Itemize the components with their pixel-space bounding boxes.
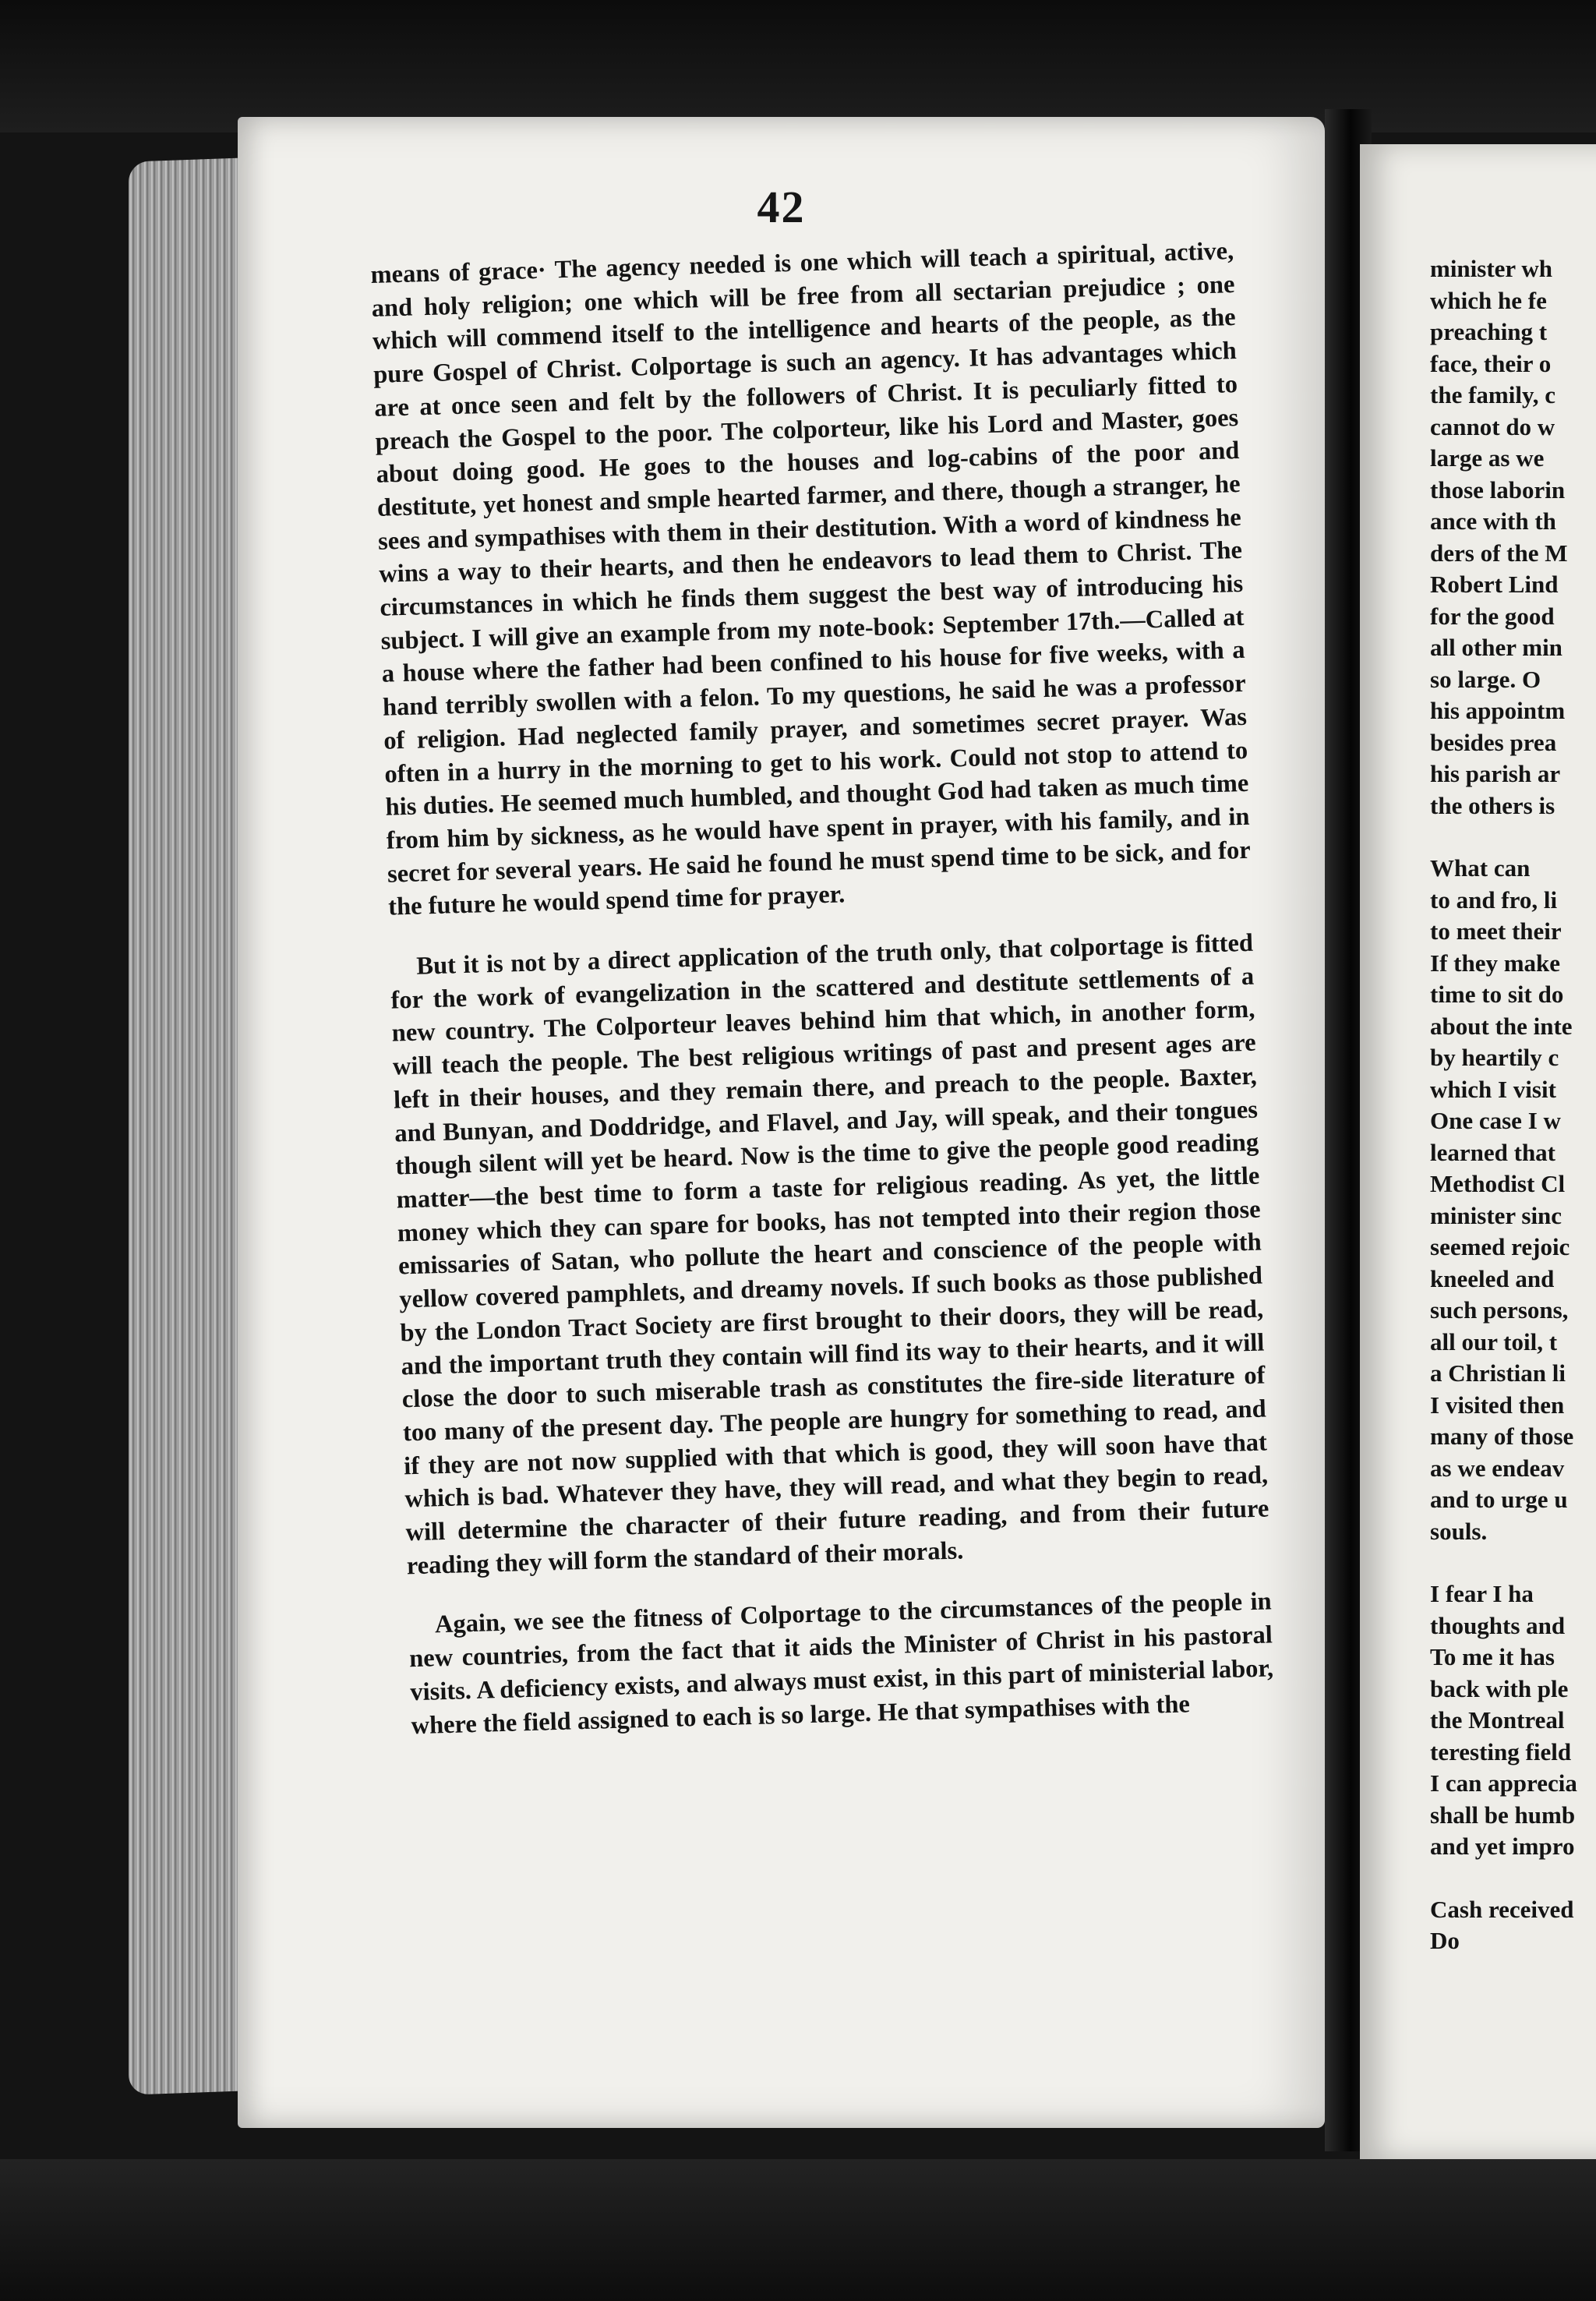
fragment-line: learned that <box>1430 1138 1556 1166</box>
fragment-line: for the good <box>1430 602 1555 630</box>
paragraph-3: Again, we see the fitness of Colportage to the circumstances of the people in new countries, from the fact that it aids the Minister of Christ in his pastoral visits. A deficiency exists, and always must exist, in this part of ministerial labor, where the field assigned to each is so large. He that sympathises with the <box>408 1587 1274 1740</box>
fragment-line: Methodist Cl <box>1430 1170 1566 1197</box>
paragraph-gap <box>1430 822 1596 853</box>
left-page-body <box>370 235 1275 1742</box>
fragment-line: cannot do w <box>1430 412 1555 440</box>
fragment-line: his appointm <box>1430 697 1566 724</box>
fragment-line: the family, c <box>1430 381 1555 408</box>
right-page-fragments <box>1430 253 1596 1957</box>
fragment-line: Cash received <box>1430 1895 1574 1923</box>
scan-background-bottom <box>0 2159 1596 2301</box>
fragment-line: those laborin <box>1430 475 1566 504</box>
fragment-line: teresting field <box>1430 1737 1572 1766</box>
page-number: 42 <box>757 182 806 232</box>
fragment-line: preaching t <box>1430 318 1548 345</box>
fragment-line: such persons, <box>1430 1296 1569 1324</box>
fragment-line: minister wh <box>1430 255 1553 282</box>
fragment-line: to and fro, li <box>1430 885 1558 914</box>
fragment-line: seemed rejoic <box>1430 1233 1570 1260</box>
fragment-line: I fear I ha <box>1430 1580 1534 1607</box>
fragment-line: ders of the M <box>1430 539 1568 567</box>
fragment-line: besides prea <box>1430 728 1557 756</box>
fragment-line: If they make <box>1430 949 1561 977</box>
fragment-line: One case I w <box>1430 1107 1561 1134</box>
fragment-line: and to urge u <box>1430 1486 1568 1513</box>
fragment-line: I can apprecia <box>1430 1769 1577 1797</box>
fragment-line: by heartily c <box>1430 1044 1559 1071</box>
fragment-line: the others is <box>1430 791 1555 819</box>
fragment-line: What can <box>1430 854 1531 882</box>
fragment-line: so large. O <box>1430 665 1541 693</box>
fragment-line: all our toil, t <box>1430 1327 1558 1356</box>
fragment-line: shall be humb <box>1430 1801 1576 1829</box>
fragment-line: the Montreal <box>1430 1706 1565 1734</box>
fragment-line: all other min <box>1430 634 1562 661</box>
fragment-line: face, their o <box>1430 349 1552 377</box>
fragment-line: back with ple <box>1430 1674 1569 1702</box>
fragment-line: and yet impro <box>1430 1833 1575 1860</box>
fragment-line: large as we <box>1430 444 1545 472</box>
fragment-line: souls. <box>1430 1517 1488 1545</box>
fragment-line: Do <box>1430 1927 1460 1954</box>
fragment-line: kneeled and <box>1430 1264 1555 1292</box>
fragment-line: time to sit do <box>1430 981 1564 1008</box>
fragment-line: about the inte <box>1430 1012 1573 1040</box>
fragment-line: I visited then <box>1430 1391 1565 1419</box>
fragment-line: a Christian li <box>1430 1359 1566 1387</box>
fragment-line: Robert Lind <box>1430 571 1559 598</box>
fragment-line: as we endeav <box>1430 1454 1565 1482</box>
fragment-line: To me it has <box>1430 1643 1555 1670</box>
paragraph-gap <box>1430 1547 1596 1578</box>
fragment-line: many of those <box>1430 1423 1574 1450</box>
fragment-line: his parish ar <box>1430 760 1561 787</box>
right-page <box>1360 144 1596 2159</box>
fragment-line: minister sinc <box>1430 1201 1562 1229</box>
paragraph-2: But it is not by a direct application of the truth only, that colportage is fitted for the work of evangelization in the scattered and destitute settlements of a new country. The Colporteur leaves behind him that which, in another form, will teach the people. The best religious writings of past and present ages are left in their houses, and they remain there, and preach to the people. Baxter, and Bunyan, and Doddridge, and Flavel, and Jay, will speak, and their tongues though silent will yet be heard. Now is the time to give the people good reading matter—the best time to form a taste for religious reading. As yet, the little money which they can spare for books, has not tempted into their region those emissaries of Satan, who pollute the heart and conscience of the people with yellow covered pamphlets, and dreamy novels. If such books as those published by the London Tract Society are first brought to their doors, they will be read, and the important truth they contain will find its way to their hearts, and it will close the door to such miserable trash as constitutes the fire-side literature of too many of the present day. The people are hungry for something to read, and if they are not now supplied with that which is good, they will soon have that which is bad. Whatever they have, they will read, and what they begin to read, will determine the character of their future reading, and from their future reading they will form the standard of their morals. <box>390 928 1269 1581</box>
fragment-line: to meet their <box>1430 917 1562 945</box>
left-page <box>238 117 1325 2128</box>
fragment-line: which he fe <box>1430 286 1547 314</box>
fragment-line: which I visit <box>1430 1075 1556 1103</box>
book-page-edges <box>129 157 245 2094</box>
paragraph-1: means of grace· The agency needed is one which will teach a spiritual, active, and holy religion; one which will be free from all sectarian prejudice ; one which will commend itself to the intelligence and hearts of the people, as the pure Gospel of Christ. Colportage is such an agency. It has advantages which are at once seen and felt by the followers of Christ. It is peculiarly fitted to preach the Gospel to the poor. The colporteur, like his Lord and Master, goes about doing good. He goes to the houses and log-cabins of the poor and destitute, yet honest and smple hearted farmer, and there, though a stranger, he sees and sympathises with them in their destitution. With a word of kindness he wins a way to their hearts, and then he endeavors to lead them to Christ. The circumstances in which he finds them suggest the best way of introducing his subject. I will give an example from my note-book: September 17th.—Called at a house where the father had been confined to his house for five weeks, with a hand terribly swollen with a felon. To my questions, he said he was a professor of religion. Had neglected family prayer, and sometimes secret prayer. Was often in a hurry in the morning to get to his work. Could not stop to attend to his duties. He seemed much humbled, and thought God had taken as much time from him by sickness, as he would have spent in prayer, with his family, and in secret for several years. He said he found he must spend time to be sick, and for the future he would spend time for prayer. <box>370 237 1252 922</box>
fragment-line: thoughts and <box>1430 1611 1566 1639</box>
paragraph-gap <box>1430 1863 1596 1894</box>
fragment-line: ance with th <box>1430 507 1556 535</box>
